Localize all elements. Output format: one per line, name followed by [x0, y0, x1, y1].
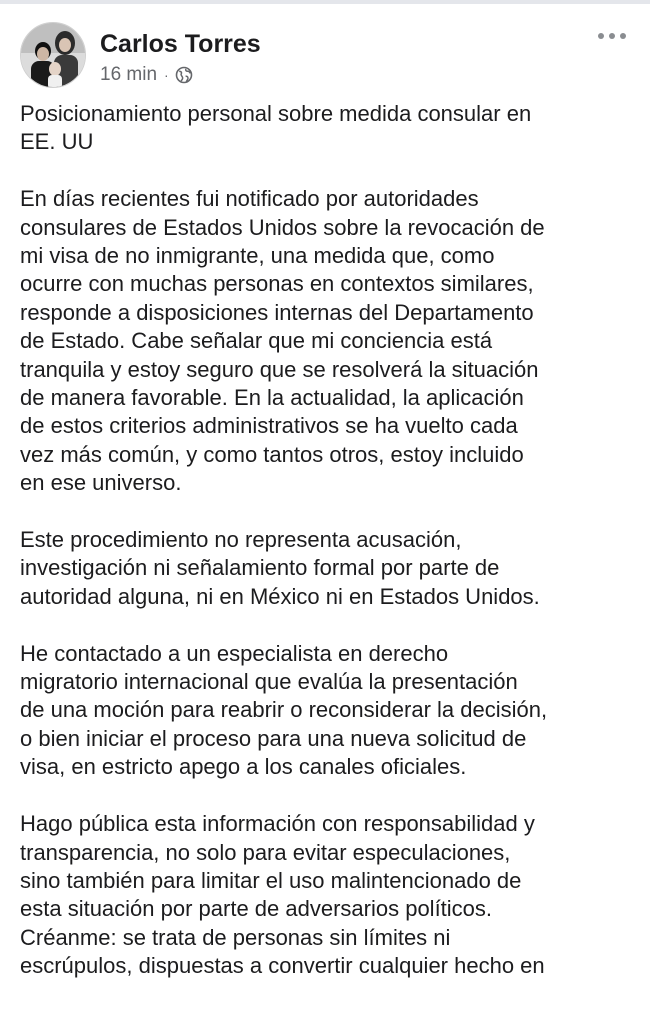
post-body — [20, 100, 640, 1009]
post-paragraph — [20, 640, 640, 782]
post-paragraph — [20, 185, 640, 497]
post-text-line: sino también para limitar el uso malintencionado de — [20, 867, 522, 893]
post-text-line: responde a disposiciones internas del Departamento — [20, 299, 534, 325]
post-text-line: migratorio internacional que evalúa la presentación — [20, 669, 518, 695]
top-divider — [0, 0, 650, 4]
post-meta — [100, 64, 193, 86]
post-text-line: Este procedimiento no representa acusación, — [20, 527, 462, 553]
post-text-line: Hago pública esta información con responsabilidad y — [20, 811, 535, 837]
author-name[interactable]: Carlos Torres — [100, 30, 261, 58]
avatar[interactable] — [20, 22, 86, 88]
post-text-line: ocurre con muchas personas en contextos similares, — [20, 271, 534, 297]
globe-icon[interactable] — [175, 66, 193, 84]
post-text-line: Posicionamiento personal sobre medida consular en — [20, 101, 532, 126]
post-text-line: consulares de Estados Unidos sobre la revocación de — [20, 214, 545, 240]
post-text-line: en ese universo. — [20, 470, 182, 496]
post-text-line: He contactado a un especialista en derecho — [20, 640, 449, 666]
post-text-line: transparencia, no solo para evitar especulaciones, — [20, 839, 511, 865]
more-dot — [620, 33, 626, 39]
more-dot — [609, 33, 615, 39]
post-text-line: esta situación por parte de adversarios políticos. — [20, 896, 493, 922]
post-text-line: vez más común, y como tantos otros, estoy incluido — [20, 441, 524, 467]
meta-separator: · — [164, 67, 169, 83]
more-options-icon[interactable] — [594, 24, 630, 48]
post-paragraph — [20, 810, 640, 980]
post-paragraph — [20, 526, 640, 611]
post-text-line: autoridad alguna, ni en México ni en Estados Unidos. — [20, 583, 540, 609]
post-text-line: investigación ni señalamiento formal por parte de — [20, 555, 500, 581]
post-text-line: de Estado. Cabe señalar que mi conciencia está — [20, 328, 493, 354]
post-text-line: escrúpulos, dispuestas a convertir cualquier hecho en — [20, 953, 545, 979]
post-text-line: o bien iniciar el proceso para una nueva solicitud de — [20, 725, 527, 751]
post-text-line: Créanme: se trata de personas sin límites ni — [20, 924, 451, 950]
post-text-line: de manera favorable. En la actualidad, la aplicación — [20, 385, 524, 411]
post-text-line: EE. UU — [20, 129, 94, 155]
post-paragraph — [20, 100, 640, 157]
post-header — [20, 22, 630, 92]
post-timestamp[interactable]: 16 min — [100, 64, 158, 85]
avatar-photo-icon — [21, 23, 86, 88]
post-text-line: En días recientes fui notificado por autoridades — [20, 186, 479, 212]
post-text-line: de estos criterios administrativos se ha vuelto cada — [20, 413, 518, 439]
post-text-line: tranquila y estoy seguro que se resolverá la situación — [20, 356, 539, 382]
more-dot — [598, 33, 604, 39]
post-text-line: de una moción para reabrir o reconsiderar la decisión, — [20, 697, 548, 723]
post-text-line: visa, en estricto apego a los canales oficiales. — [20, 754, 467, 780]
post-text-line: mi visa de no inmigrante, una medida que, como — [20, 243, 495, 269]
